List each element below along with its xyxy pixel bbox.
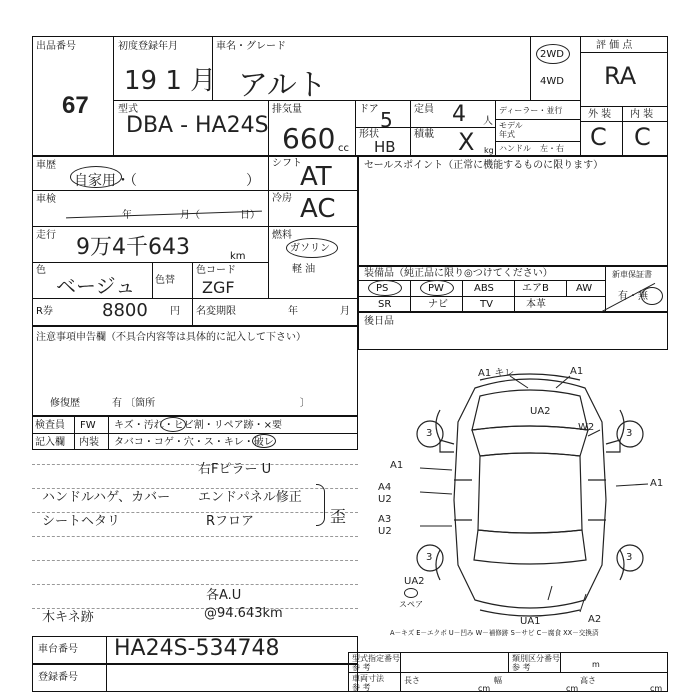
type-label: 型式 [118,104,138,115]
recycle-value: 8800 [102,300,148,321]
diagram-mark-16: UA1 [520,616,541,627]
inspector-line2: タバコ・コゲ・穴・ス・キレ・破レ [114,437,274,448]
inspector-check-label: 検査員 [35,420,65,431]
model-value: アルト [238,68,327,103]
equip-airbag: エアB [522,283,549,294]
note-7: 各A.U [206,588,242,603]
inspector-fw: FW [80,420,96,431]
note-3: エンドパネル修正 [198,490,302,505]
ext-value: C [590,123,607,151]
spare-circle [404,588,418,598]
door-label: ドア [359,104,379,115]
history-label: 車歴 [36,160,56,171]
shape-value: HB [374,138,396,156]
diagram-mark-2: A1 [570,366,584,377]
fuel-opt2: 軽 油 [292,264,316,275]
int-value: C [634,123,651,151]
name-change-month: 月 [340,306,350,317]
inspector-entry-label: 記入欄 [35,437,65,448]
footer-cm-2: cm [566,684,579,693]
rating-value: RA [604,62,637,90]
diagram-mark-11: A3 [378,514,392,525]
diagram-mark-3: UA2 [530,406,551,417]
history-circle [70,166,122,188]
lot-label: 出品番号 [36,41,76,52]
note-4: シートヘタリ [42,514,121,529]
color-code-value: ZGF [202,278,235,297]
fuel-label: 燃料 [272,230,292,241]
footer-cm-1: cm [478,684,491,693]
type-value: DBA - HA24S [126,113,269,138]
handle-label: ハンドル [499,144,531,153]
load-unit: kg [484,146,494,155]
shape-label: 形状 [359,129,379,140]
note-bracket [316,484,325,526]
inspection-month: 月（ [180,210,200,221]
registration-label: 登録番号 [38,672,78,683]
inspector-circle-2 [252,434,276,448]
shift-value: AT [300,162,332,192]
diagram-mark-1: A1 キレ [478,368,515,379]
equip-abs: ABS [474,283,494,294]
registration-frame [32,664,358,692]
equip-sr: SR [378,299,392,310]
color-code-label: 色コード [196,265,236,276]
chassis-value: HA24S-534748 [114,636,280,661]
int-label: 内 装 [630,109,654,120]
inspection-year: 年 [122,210,132,221]
shift-label: シフト [272,158,302,169]
rating-label: 評 価 点 [596,40,633,51]
footer-class-no: 類別区分番号 参 考 [512,654,560,672]
footer-dims: 車両寸法 参 考 [352,674,384,692]
cc-unit: cc [338,143,349,154]
footer-type-cert: 型式指定番号 参 考 [352,654,400,672]
equip-tv: TV [480,299,493,310]
note-2: ハンドルハゲ、カバー [42,490,171,505]
diagram-mark-12: U2 [378,526,392,537]
diagram-spare: スペア [399,600,423,609]
diagram-mark-4: W2 [578,422,595,433]
first-reg-value: 19 1 月 [124,66,217,96]
mileage-value: 9万4千643 [76,235,190,260]
inspection-day: 日） [240,210,260,221]
diagram-mark-8: A1 [650,478,664,489]
footer-cm-3: cm [650,684,663,693]
cc-value: 660 [282,122,336,155]
history-value: 自家用・（ [74,173,137,189]
ext-label: 外 装 [588,109,612,120]
equip-leather: 本革 [526,299,546,310]
diagram-mark-5: 3 [426,428,433,439]
footer-length: 長さ [404,676,420,685]
load-label: 積載 [414,129,434,140]
repair-label: 修復歴 [50,398,80,409]
footer-m: m [592,660,600,669]
recycle-label: R券 [36,306,53,317]
mileage-unit: km [230,251,246,262]
recycle-unit: 円 [170,306,180,317]
drive-2wd: 2WD [540,49,564,60]
diagram-mark-14: 3 [626,552,633,563]
first-reg-label: 初度登録年月 [118,41,178,52]
diagram-mark-6: 3 [626,428,633,439]
equip-pw-circle [420,280,454,296]
inspector-line1: キズ・汚れ・ヒビ割・リペア跡・×要 [114,420,282,431]
equip-navi: ナビ [428,299,448,310]
aftermarket-label: 後日品 [364,316,394,327]
color-label: 色 [36,265,46,276]
diagram-mark-17: A2 [588,614,602,625]
inspection-label: 車検 [36,194,56,205]
equip-ps: PS [376,283,389,294]
aftermarket-frame [358,312,668,350]
warranty-circle [641,287,663,305]
note-1: 右Fピラー U [198,462,272,477]
mileage-label: 走行 [36,230,56,241]
diagram-mark-13: 3 [426,552,433,563]
repair-end: 〕 [300,398,310,409]
drive-4wd: 4WD [540,76,564,87]
capacity-value: 4 [452,102,466,127]
cc-label: 排気量 [272,104,302,115]
aircon-label: 冷房 [272,193,292,204]
chassis-label: 車台番号 [38,644,78,655]
repair-value: 有 〔箇所 [112,398,156,409]
name-change-year: 年 [288,306,298,317]
footer-height: 高さ [580,676,596,685]
note-9: @94.643km [204,606,283,621]
sales-point-label: セールスポイント（正常に機能するものに限ります） [364,160,604,171]
footer-width: 幅 [494,676,502,685]
equip-pw: PW [428,283,444,294]
equipment-label: 装備品（純正品に限り◎つけてください） [364,268,553,279]
load-value: X [458,128,475,156]
diagram-legend: A－キズ E－エクボ U－凹み W－補修跡 S－サビ C－腐食 XX－交換済 [390,629,599,637]
capacity-label: 定員 [414,104,434,115]
diagram-mark-9: A4 [378,482,392,493]
equip-ps-circle [368,280,402,296]
color-change-label: 色替 [155,275,175,286]
inspector-interior: 内装 [79,437,99,448]
sales-point-frame [358,156,668,266]
diagram-mark-10: U2 [378,494,392,505]
notice-label: 注意事項申告欄（不具合内容等は具体的に記入して下さい） [36,332,306,343]
warranty-label: 新車保証書 [612,270,652,279]
aircon-value: AC [300,194,336,224]
model-year-label: モデル 年式 [499,121,523,139]
model-label: 車名・グレード [216,41,286,52]
inspector-circle-1 [160,417,186,432]
diagram-mark-15: UA2 [404,576,425,587]
warranty-value: 有・無 [618,291,648,302]
note-6: 歪 [330,507,347,526]
note-5: Rフロア [206,514,255,529]
name-change-label: 名変期限 [196,306,236,317]
history-value-end: ） [246,173,260,189]
color-value: ベージュ [56,274,136,298]
diagram-mark-7: A1 [390,460,404,471]
car-diagram [380,360,680,620]
handle-value: 左・右 [540,144,564,153]
dealer-label: ディーラー・並行 [499,106,563,115]
note-8: 木キネ跡 [42,610,94,625]
capacity-unit: 人 [483,116,493,127]
equip-aw: AW [576,283,593,294]
door-value: 5 [380,108,393,132]
lot-number: 67 [62,92,89,119]
fuel-opt1: ガソリン [290,243,330,254]
